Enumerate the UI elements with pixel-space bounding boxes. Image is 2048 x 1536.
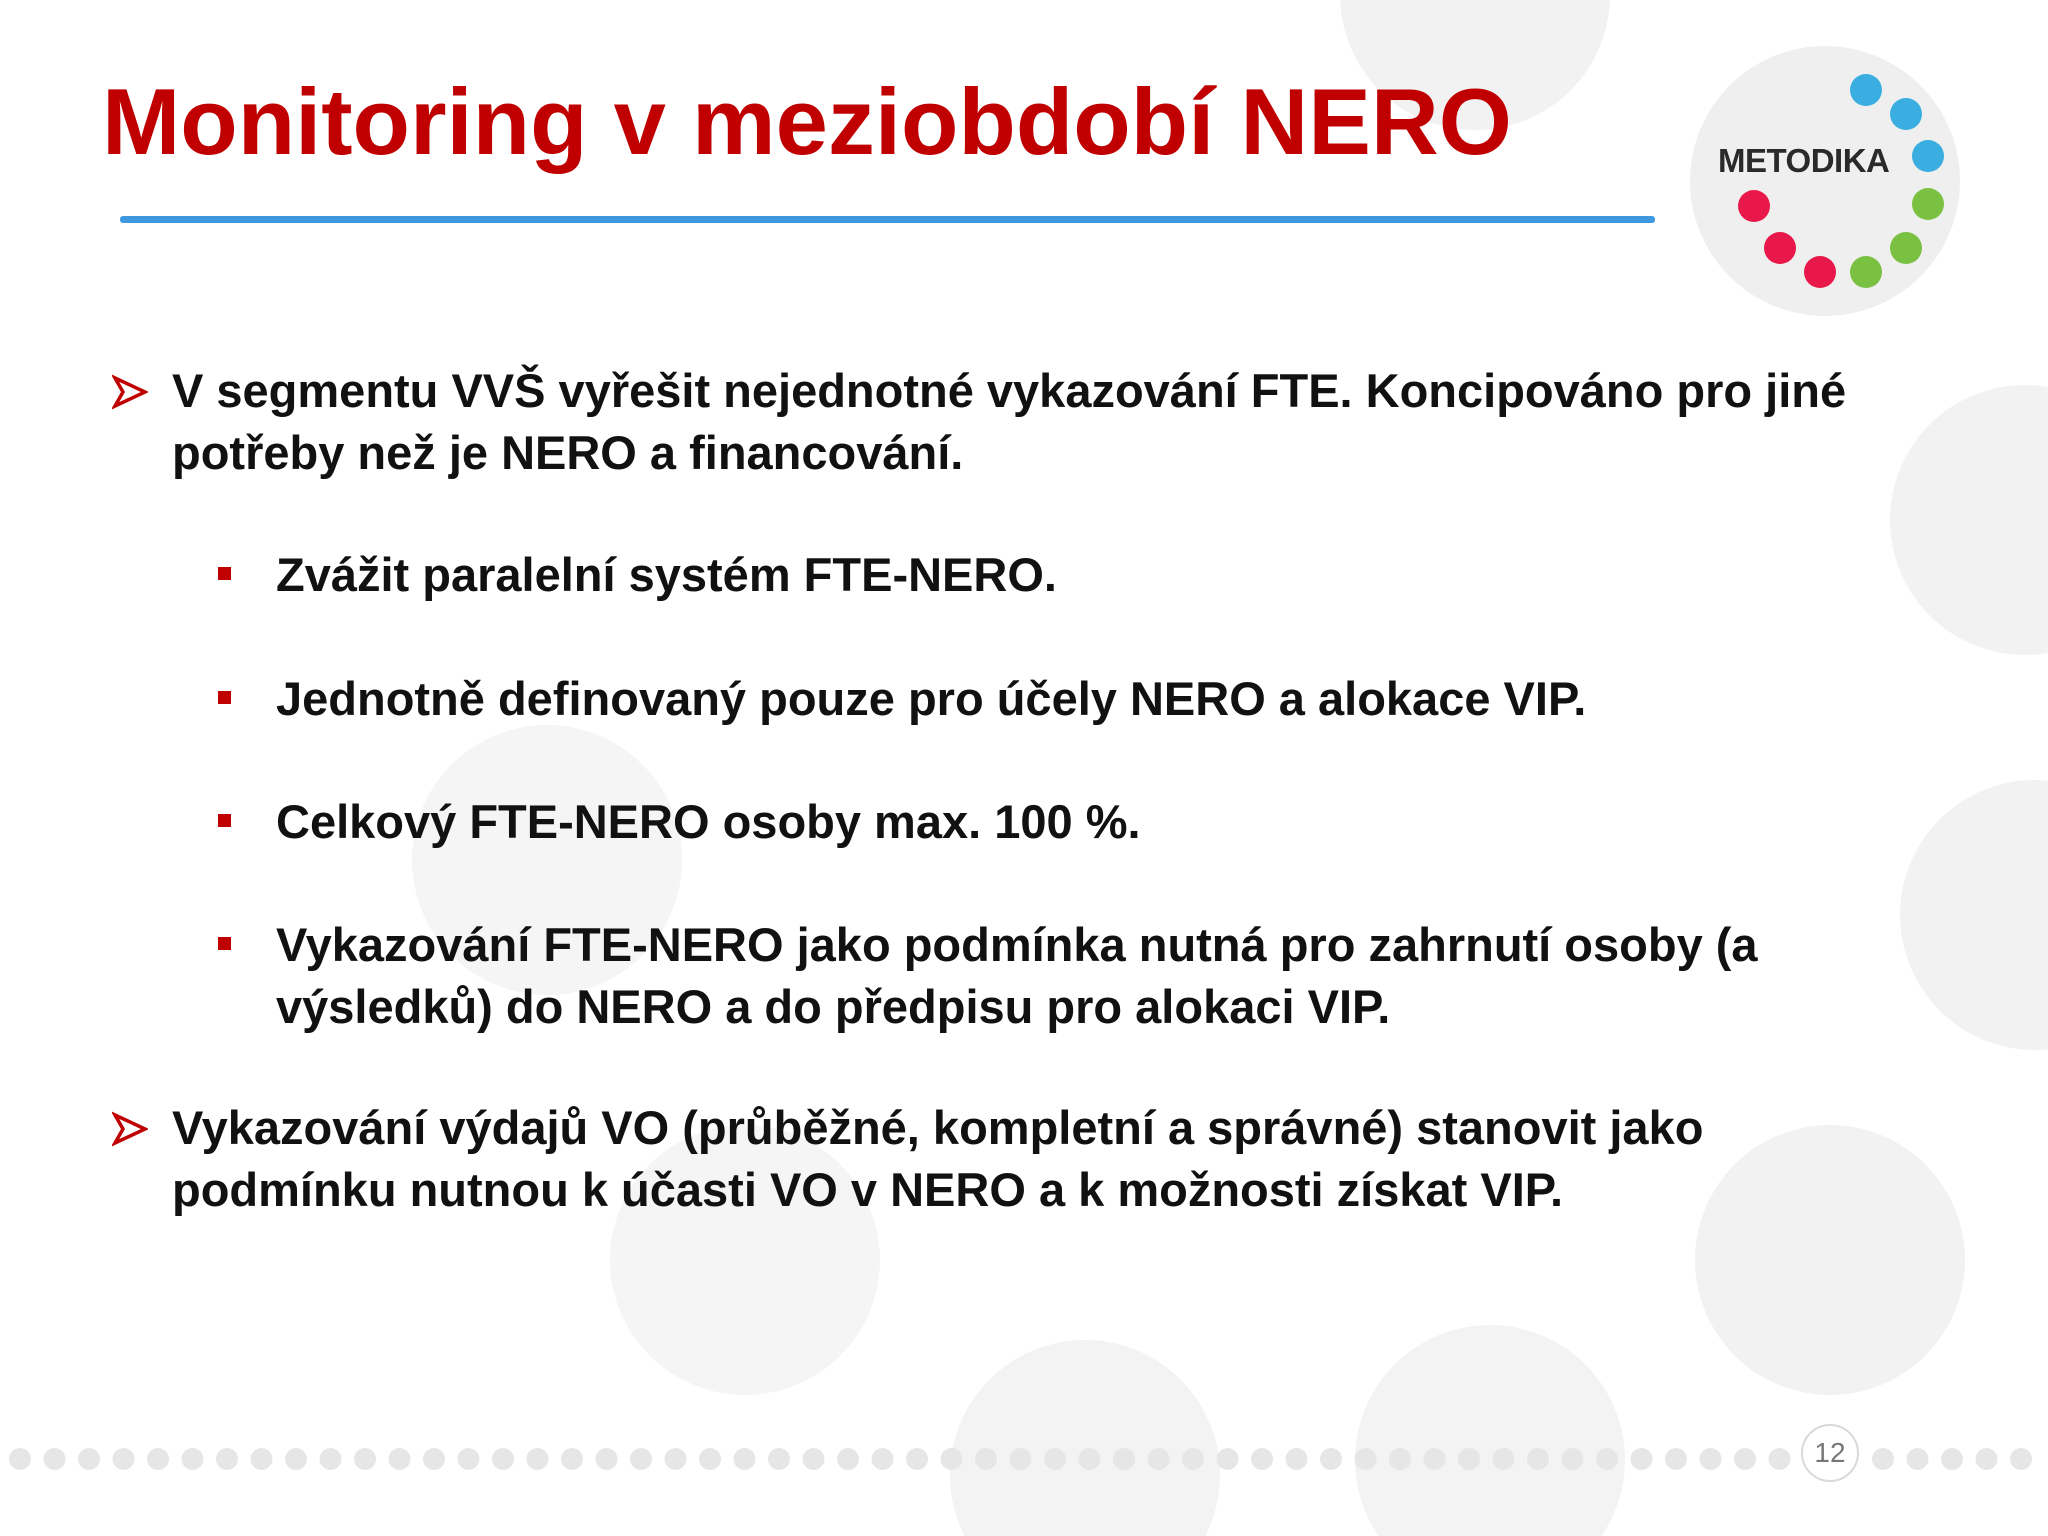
footer-dot: [1734, 1448, 1756, 1470]
footer-dot: [1872, 1448, 1894, 1470]
footer-dot: [2010, 1448, 2032, 1470]
bullet-text: Vykazování FTE-NERO jako podmínka nutná pro zahrnutí osoby (a výsledků) do NERO a do předpisu pro alokaci VIP.: [276, 918, 1758, 1033]
footer-dot: [630, 1448, 652, 1470]
bullet-text: Vykazování výdajů VO (průběžné, kompletní a správné) stanovit jako podmínku nutnou k účasti VO v NERO a k možnosti získat VIP.: [172, 1101, 1704, 1216]
footer-dot: [113, 1448, 135, 1470]
footer-dot: [1458, 1448, 1480, 1470]
footer-dot: [1424, 1448, 1446, 1470]
footer-dot: [492, 1448, 514, 1470]
page-number: 12: [1801, 1424, 1859, 1482]
footer-dot: [1769, 1448, 1791, 1470]
footer-dot: [734, 1448, 756, 1470]
footer-dot: [1148, 1448, 1170, 1470]
footer-dot: [147, 1448, 169, 1470]
logo-dot-green: [1850, 256, 1882, 288]
background-circle: [1890, 385, 2048, 655]
bullet-item: [276, 791, 1916, 853]
footer-dot: [182, 1448, 204, 1470]
footer-dot: [1389, 1448, 1411, 1470]
logo-dot-green: [1912, 188, 1944, 220]
footer-dot: [1079, 1448, 1101, 1470]
footer-dot: [251, 1448, 273, 1470]
bullet-item: [276, 668, 1916, 730]
footer-dot: [872, 1448, 894, 1470]
footer-dot: [1665, 1448, 1687, 1470]
footer-dot: [975, 1448, 997, 1470]
bullet-text: V segmentu VVŠ vyřešit nejednotné vykazování FTE. Koncipováno pro jiné potřeby než je NERO a financování.: [172, 364, 1847, 479]
metodika-logo: [1690, 46, 1960, 316]
footer-dot: [423, 1448, 445, 1470]
footer-dot: [699, 1448, 721, 1470]
logo-dot-blue: [1912, 140, 1944, 172]
footer-dot: [320, 1448, 342, 1470]
logo-dot-red: [1764, 232, 1796, 264]
square-icon: [218, 691, 231, 704]
bullet-item: [276, 914, 1916, 1038]
footer-dot: [596, 1448, 618, 1470]
logo-dot-red: [1738, 190, 1770, 222]
footer-dot: [1493, 1448, 1515, 1470]
footer-dot: [1976, 1448, 1998, 1470]
footer-dot: [837, 1448, 859, 1470]
footer-dot: [44, 1448, 66, 1470]
footer-dot: [458, 1448, 480, 1470]
square-icon: [218, 937, 231, 950]
arrow-icon: [112, 374, 148, 410]
footer-dot: [1251, 1448, 1273, 1470]
footer-dot: [1907, 1448, 1929, 1470]
footer-dot: [216, 1448, 238, 1470]
footer-dot: [1113, 1448, 1135, 1470]
footer-dot: [1286, 1448, 1308, 1470]
footer-dot: [78, 1448, 100, 1470]
footer-dot: [665, 1448, 687, 1470]
footer-dot: [768, 1448, 790, 1470]
logo-dot-red: [1804, 256, 1836, 288]
footer-dot: [1182, 1448, 1204, 1470]
bullet-item: [172, 1097, 1912, 1221]
footer-dot: [1596, 1448, 1618, 1470]
logo-text: METODIKA: [1718, 142, 1890, 179]
logo-dot-blue: [1850, 74, 1882, 106]
bullet-text: Celkový FTE-NERO osoby max. 100 %.: [276, 795, 1141, 848]
footer-dot: [1217, 1448, 1239, 1470]
footer-dot: [1527, 1448, 1549, 1470]
footer-dot: [1700, 1448, 1722, 1470]
footer-dot: [561, 1448, 583, 1470]
background-circle: [950, 1340, 1220, 1536]
background-circle: [1355, 1325, 1625, 1536]
bullet-item: [172, 360, 1912, 484]
slide-title: Monitoring v meziobdobí NERO: [102, 69, 1512, 174]
footer-dot: [354, 1448, 376, 1470]
arrow-icon: [112, 1111, 148, 1147]
footer-dot-line: [0, 1444, 2048, 1474]
square-icon: [218, 567, 231, 580]
footer-dot: [1941, 1448, 1963, 1470]
title-underline: [120, 216, 1655, 223]
square-icon: [218, 814, 231, 827]
background-circle: [1900, 780, 2048, 1050]
bullet-item: [276, 544, 1916, 606]
logo-dot-green: [1890, 232, 1922, 264]
footer-dot: [1320, 1448, 1342, 1470]
footer-dot: [1631, 1448, 1653, 1470]
bullet-text: Jednotně definovaný pouze pro účely NERO a alokace VIP.: [276, 672, 1587, 725]
footer-dot: [1010, 1448, 1032, 1470]
footer-dot: [9, 1448, 31, 1470]
footer-dot: [906, 1448, 928, 1470]
footer-dot: [527, 1448, 549, 1470]
bullet-text: Zvážit paralelní systém FTE-NERO.: [276, 548, 1057, 601]
footer-dot: [1355, 1448, 1377, 1470]
footer-dot: [1562, 1448, 1584, 1470]
footer-dot: [941, 1448, 963, 1470]
footer-dot: [285, 1448, 307, 1470]
logo-dot-blue: [1890, 98, 1922, 130]
footer-dot: [803, 1448, 825, 1470]
footer-dot: [1044, 1448, 1066, 1470]
footer-dot: [389, 1448, 411, 1470]
